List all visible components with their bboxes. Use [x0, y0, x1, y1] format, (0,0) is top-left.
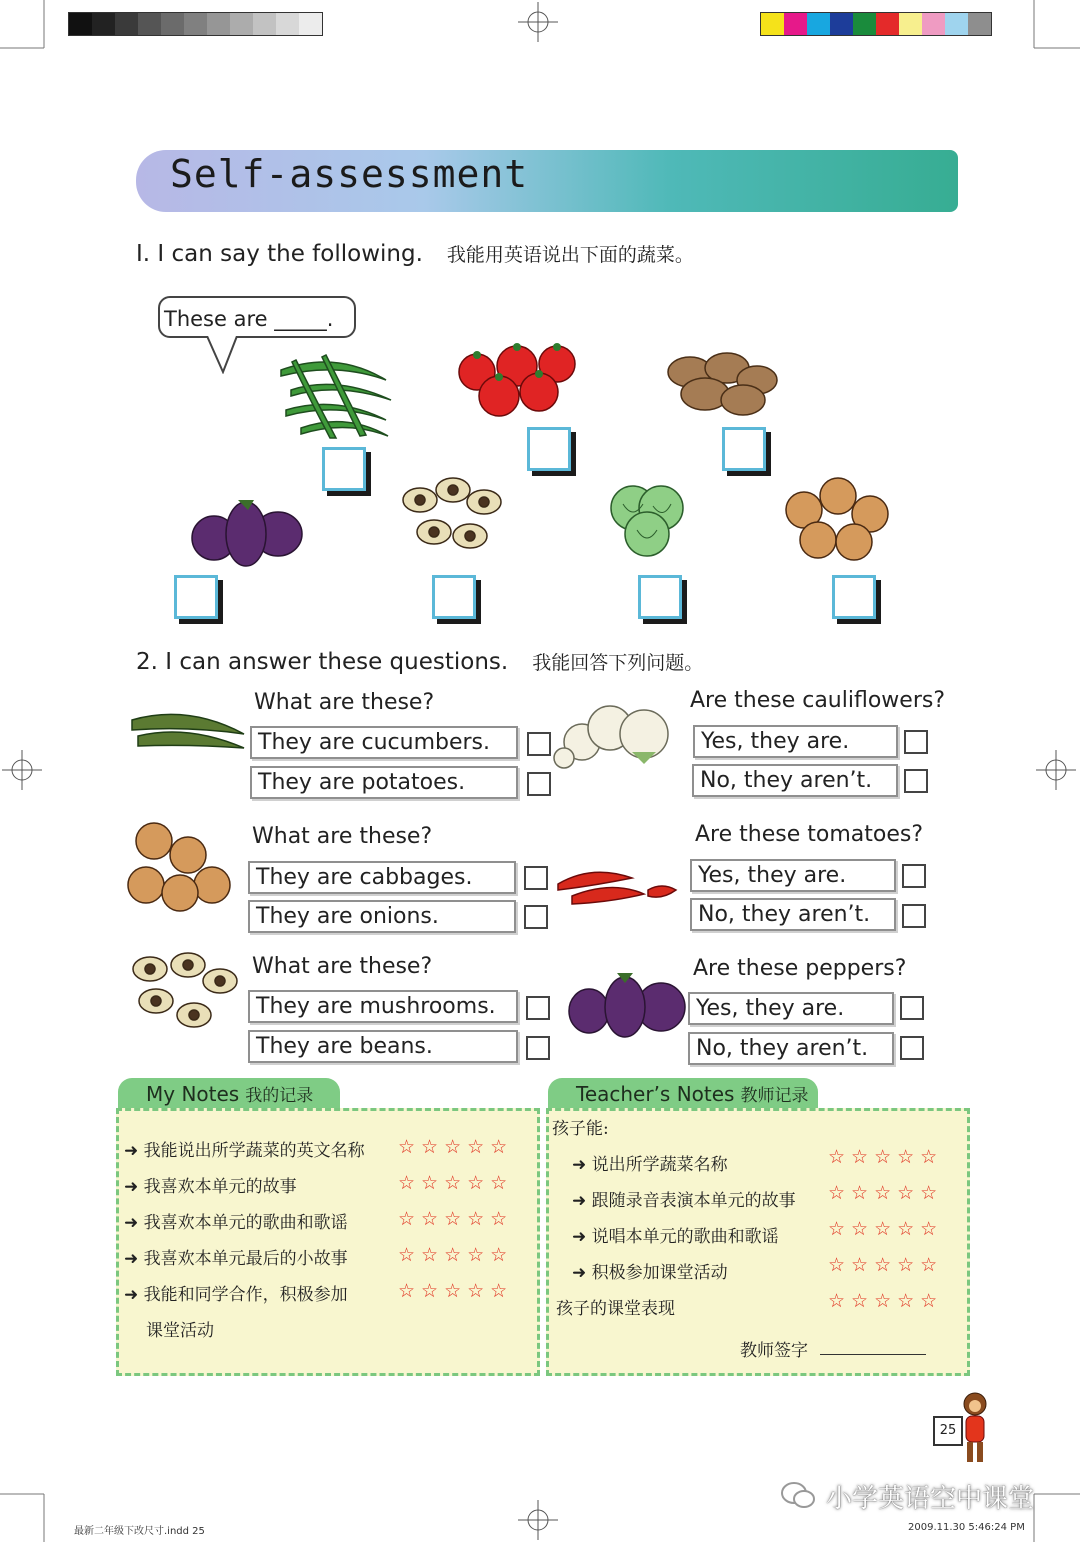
answer-checkbox[interactable]	[900, 996, 924, 1020]
teacher-notes-item: ➜ 说出所学蔬菜名称	[572, 1155, 728, 1175]
mushrooms-illustration	[398, 470, 508, 560]
teacher-notes-intro: 孩子能:	[552, 1119, 609, 1139]
my-notes-item-text: 我喜欢本单元的故事	[143, 1177, 297, 1197]
rating-stars[interactable]: ☆☆☆☆☆	[398, 1136, 514, 1158]
rating-stars[interactable]: ☆☆☆☆☆	[828, 1290, 944, 1312]
my-notes-item: ➜ 我能和同学合作，积极参加	[124, 1285, 348, 1305]
teacher-signature-text: 教师签字	[740, 1341, 808, 1361]
section2-heading-cn: 我能回答下列问题。	[532, 652, 704, 674]
onions-illustration	[782, 470, 892, 565]
eggplants-illustration-2	[565, 965, 690, 1040]
section1-heading	[136, 240, 694, 267]
teacher-notes-tab	[548, 1078, 818, 1110]
teacher-notes-item: ➜ 跟随录音表演本单元的故事	[572, 1191, 796, 1211]
answer-option[interactable]: They are mushrooms.	[248, 990, 518, 1023]
teacher-notes-performance: 孩子的课堂表现	[556, 1299, 675, 1319]
answer-option[interactable]: Yes, they are.	[690, 859, 896, 892]
cauliflowers-illustration	[552, 700, 682, 770]
teacher-notes-title: Teacher’s Notes	[576, 1082, 735, 1106]
teacher-notes-item-text: 积极参加课堂活动	[591, 1263, 728, 1283]
answer-option[interactable]: No, they aren’t.	[692, 764, 898, 797]
peppers-illustration	[552, 860, 682, 910]
answer-checkbox[interactable]	[904, 769, 928, 793]
rating-stars[interactable]: ☆☆☆☆☆	[398, 1172, 514, 1194]
answer-option[interactable]: They are onions.	[248, 900, 516, 933]
section1-heading-cn: 我能用英语说出下面的蔬菜。	[446, 244, 694, 266]
section2-heading	[136, 648, 703, 675]
answer-option[interactable]: They are cabbages.	[248, 861, 516, 894]
section1-heading-text: I. I can say the following.	[136, 241, 423, 267]
veggie-checkbox-beans[interactable]	[322, 447, 366, 491]
rating-stars[interactable]: ☆☆☆☆☆	[398, 1280, 514, 1302]
potatoes-illustration	[665, 350, 780, 420]
my-notes-item: ➜ 我喜欢本单元的故事	[124, 1177, 297, 1197]
wechat-icon	[780, 1480, 816, 1510]
my-notes-item: ➜ 我喜欢本单元的歌曲和歌谣	[124, 1213, 348, 1233]
question-text: What are these?	[252, 824, 433, 849]
teacher-notes-item: ➜ 积极参加课堂活动	[572, 1263, 728, 1283]
veggie-checkbox-mushrooms[interactable]	[432, 575, 476, 619]
watermark-text: 小学英语空中课堂	[826, 1484, 1035, 1514]
answer-option[interactable]: They are cucumbers.	[250, 726, 518, 759]
answer-checkbox[interactable]	[904, 730, 928, 754]
answer-checkbox[interactable]	[527, 772, 551, 796]
question-text: What are these?	[254, 690, 435, 715]
veggie-checkbox-tomatoes[interactable]	[527, 427, 571, 471]
teacher-notes-title-cn: 教师记录	[740, 1086, 809, 1106]
footer-file-info: 最新二年级下改尺寸.indd 25	[74, 1526, 205, 1537]
my-notes-item: ➜ 我喜欢本单元最后的小故事	[124, 1249, 348, 1269]
signature-line[interactable]	[820, 1354, 926, 1355]
my-notes-item: ➜ 我能说出所学蔬菜的英文名称	[124, 1141, 365, 1161]
my-notes-item-text: 我能和同学合作，积极参加	[143, 1285, 348, 1305]
answer-option[interactable]: Yes, they are.	[688, 992, 894, 1025]
answer-option[interactable]: Yes, they are.	[693, 725, 898, 758]
page-title: Self-assessment	[170, 152, 529, 196]
section2-heading-text: 2. I can answer these questions.	[136, 649, 509, 675]
cucumbers-illustration	[128, 700, 248, 760]
answer-option[interactable]: No, they aren’t.	[688, 1032, 894, 1065]
question-text: Are these peppers?	[693, 956, 907, 981]
answer-checkbox[interactable]	[524, 905, 548, 929]
monkey-mascot-icon	[955, 1390, 995, 1466]
onions-illustration-2	[124, 815, 234, 915]
rating-stars[interactable]: ☆☆☆☆☆	[828, 1218, 944, 1240]
my-notes-item-text: 我能说出所学蔬菜的英文名称	[143, 1141, 365, 1161]
mushrooms-illustration-2	[124, 945, 244, 1040]
veggie-checkbox-potatoes[interactable]	[722, 427, 766, 471]
speech-bubble-tail	[205, 336, 245, 374]
footer-timestamp: 2009.11.30 5:46:24 PM	[908, 1522, 1025, 1533]
my-notes-item-text: 我喜欢本单元的歌曲和歌谣	[143, 1213, 348, 1233]
answer-checkbox[interactable]	[902, 904, 926, 928]
question-text: Are these cauliflowers?	[690, 688, 946, 713]
teacher-signature-label	[740, 1336, 808, 1361]
rating-stars[interactable]: ☆☆☆☆☆	[398, 1208, 514, 1230]
rating-stars[interactable]: ☆☆☆☆☆	[828, 1254, 944, 1276]
teacher-notes-item: ➜ 说唱本单元的歌曲和歌谣	[572, 1227, 779, 1247]
teacher-notes-item-text: 说出所学蔬菜名称	[591, 1155, 728, 1175]
speech-bubble: These are _____.	[158, 296, 356, 338]
teacher-notes-item-text: 跟随录音表演本单元的故事	[591, 1191, 796, 1211]
veggie-checkbox-onions[interactable]	[832, 575, 876, 619]
answer-option[interactable]: They are potatoes.	[250, 766, 518, 799]
teacher-notes-item-text: 说唱本单元的歌曲和歌谣	[591, 1227, 779, 1247]
my-notes-item-continued: 课堂活动	[146, 1321, 214, 1341]
question-text: What are these?	[252, 954, 433, 979]
cabbages-illustration	[605, 480, 690, 560]
answer-checkbox[interactable]	[526, 996, 550, 1020]
answer-checkbox[interactable]	[902, 864, 926, 888]
my-notes-tab	[118, 1078, 340, 1110]
eggplants-illustration	[188, 490, 308, 570]
my-notes-title-cn: 我的记录	[245, 1086, 314, 1106]
answer-checkbox[interactable]	[527, 732, 551, 756]
rating-stars[interactable]: ☆☆☆☆☆	[398, 1244, 514, 1266]
answer-option[interactable]: No, they aren’t.	[690, 898, 896, 931]
tomatoes-illustration	[455, 340, 580, 420]
veggie-checkbox-eggplants[interactable]	[174, 575, 218, 619]
beans-illustration	[276, 350, 396, 440]
veggie-checkbox-cabbages[interactable]	[638, 575, 682, 619]
my-notes-item-text: 我喜欢本单元最后的小故事	[143, 1249, 348, 1269]
page-number: 25	[933, 1416, 963, 1446]
answer-option[interactable]: They are beans.	[248, 1030, 518, 1063]
question-text: Are these tomatoes?	[695, 822, 923, 847]
rating-stars[interactable]: ☆☆☆☆☆	[828, 1146, 944, 1168]
answer-checkbox[interactable]	[900, 1036, 924, 1060]
rating-stars[interactable]: ☆☆☆☆☆	[828, 1182, 944, 1204]
my-notes-title: My Notes	[146, 1082, 240, 1106]
answer-checkbox[interactable]	[526, 1036, 550, 1060]
answer-checkbox[interactable]	[524, 866, 548, 890]
